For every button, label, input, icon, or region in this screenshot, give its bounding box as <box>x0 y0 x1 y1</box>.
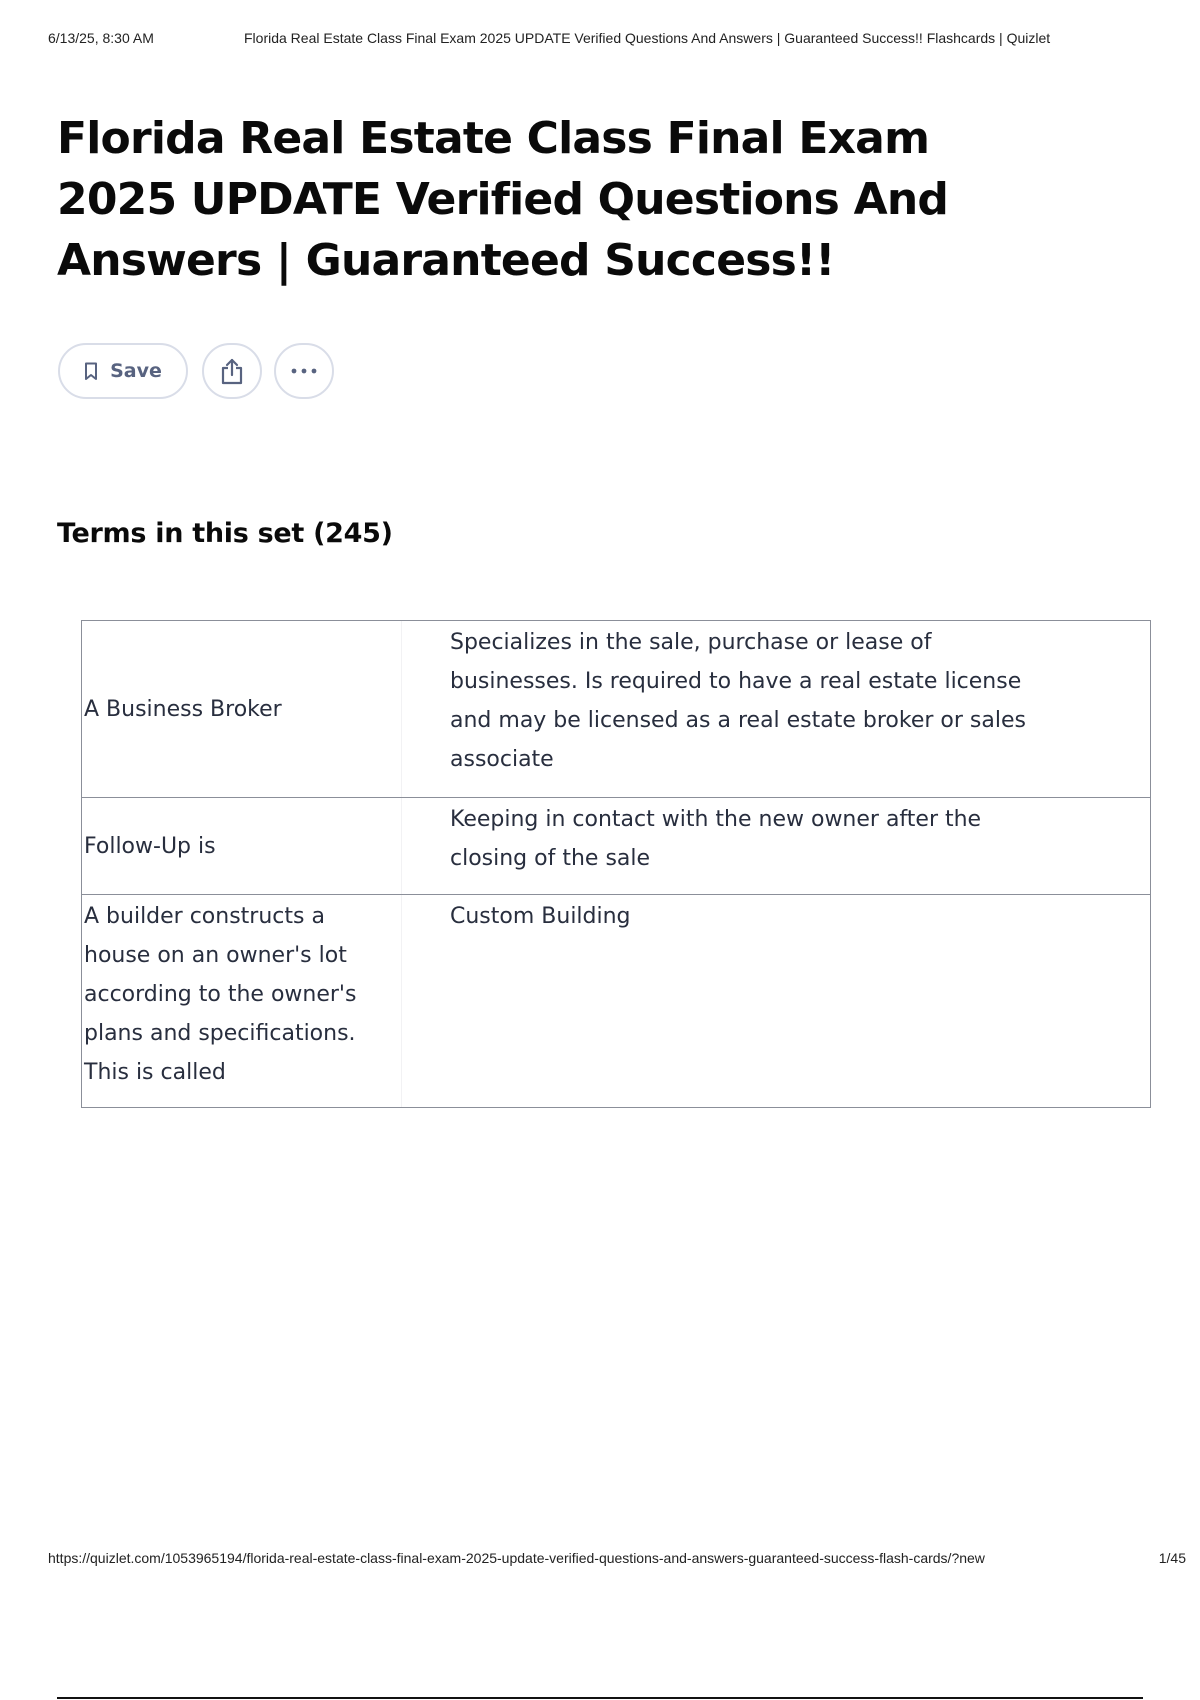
term-text: A builder constructs a house on an owner's lot according to the owner's plans and specifications. This is called <box>82 895 402 1107</box>
print-document-title: Florida Real Estate Class Final Exam 2025 UPDATE Verified Questions And Answers | Guaranteed Success!! Flashcards | Quizlet <box>244 30 1051 46</box>
more-options-icon <box>290 368 318 374</box>
share-button[interactable] <box>202 343 262 399</box>
page-indicator: 1/45 <box>1158 1550 1186 1566</box>
definition-text: Custom Building <box>450 904 631 929</box>
term-row <box>82 621 1150 797</box>
term-text: Follow-Up is <box>82 798 402 894</box>
print-header <box>48 30 1176 50</box>
definition-text: Specializes in the sale, purchase or lease of businesses. Is required to have a real estate license and may be licensed as a real estate broker or sales associate <box>450 630 1026 772</box>
definition-text: Keeping in contact with the new owner after the closing of the sale <box>450 807 982 871</box>
term-row <box>82 797 1150 894</box>
print-footer <box>48 1550 1186 1570</box>
page-title: Florida Real Estate Class Final Exam 2025 UPDATE Verified Questions And Answers | Guaranteed Success!! <box>57 113 949 286</box>
save-button-label: Save <box>110 360 162 382</box>
term-row <box>82 894 1150 1107</box>
term-text: A Business Broker <box>82 621 402 797</box>
more-options-button[interactable] <box>274 343 334 399</box>
share-icon <box>220 357 244 385</box>
bookmark-icon <box>84 362 98 381</box>
divider <box>57 1697 1143 1699</box>
print-datetime: 6/13/25, 8:30 AM <box>48 30 154 46</box>
terms-table <box>81 620 1151 1108</box>
save-button[interactable] <box>58 343 188 399</box>
print-url: https://quizlet.com/1053965194/florida-real-estate-class-final-exam-2025-update-verified-questions-and-answers-guaranteed-success-flash-cards/?new <box>48 1550 985 1566</box>
terms-heading: Terms in this set (245) <box>57 518 393 549</box>
